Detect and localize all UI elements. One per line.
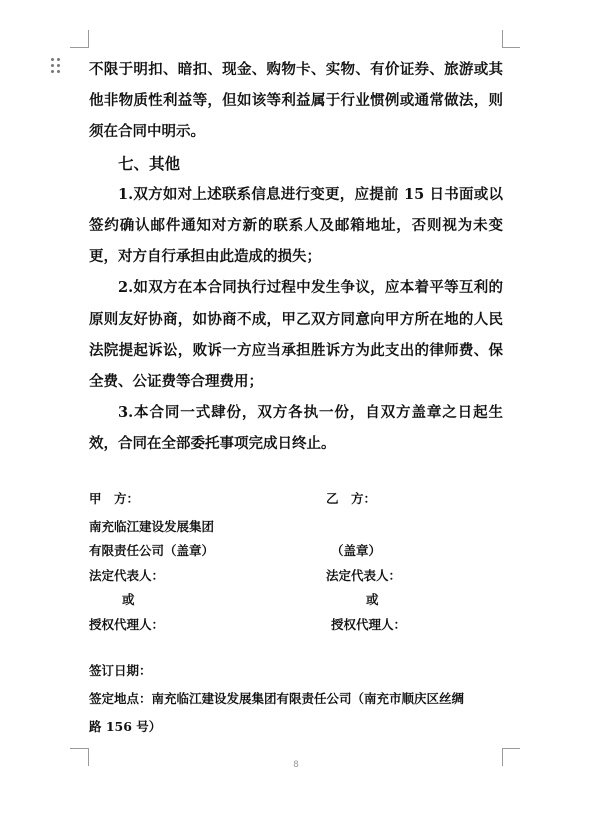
crop-mark [502,30,503,48]
party-b-or: 或 [366,592,379,607]
party-a-signature-block [89,487,214,637]
party-b-agent: 授权代理人： [331,616,407,632]
clause-3: 3.本合同一式肆份，双方各执一份，自双方盖章之日起生效，合同在全部委托事项完成日终止。 [89,404,503,453]
party-a-name-seal: 有限责任公司（盖章） [89,543,215,558]
page-number: 8 [293,760,299,770]
signing-info [89,657,509,741]
party-b-signature-block [326,487,406,637]
section-heading: 七、其他 [118,153,181,173]
sign-place-label: 签定地点： [89,691,152,706]
clause-2: 2.如双方在本合同执行过程中发生争议，应本着平等互利的原则友好协商，如协商不成，甲乙双方同意向甲方所在地的人民法院提起诉讼，败诉一方应当承担胜诉方为此支出的律师费、保全费、公证费等合理费用； [89,279,503,391]
paragraph-continuation: 不限于明扣、暗扣、现金、购物卡、实物、有价证券、旅游或其他非物质性利益等，但如该等利益属于行业惯例或通常做法，则须在合同中明示。 [89,61,503,141]
party-b-label: 乙 方： [326,491,377,506]
crop-mark [502,748,520,749]
party-a-or: 或 [122,592,135,607]
crop-mark [502,47,520,48]
party-a-agent: 授权代理人： [89,616,165,632]
party-b-seal: （盖章） [331,543,382,558]
party-a-name: 南充临江建设发展集团 [89,518,215,534]
sign-place-continuation: 路 156 号） [89,719,162,734]
party-a-legal-rep: 法定代表人： [89,567,165,583]
crop-mark [70,47,88,48]
party-b-legal-rep: 法定代表人： [326,567,402,583]
sign-place-value: 南充临江建设发展集团有限责任公司（南充市顺庆区丝绸 [151,691,465,706]
document-body [89,54,503,460]
table-move-handle-icon[interactable] [51,58,61,74]
sign-date-label: 签订日期： [89,663,152,678]
crop-mark [70,748,88,749]
party-a-label: 甲 方： [89,491,140,506]
clause-1: 1.双方如对上述联系信息进行变更，应提前 15 日书面或以签约确认邮件通知对方新的联系人及邮箱地址，否则视为未变更，对方自行承担由此造成的损失； [89,185,503,266]
crop-mark [88,30,89,48]
sign-place [89,685,509,713]
